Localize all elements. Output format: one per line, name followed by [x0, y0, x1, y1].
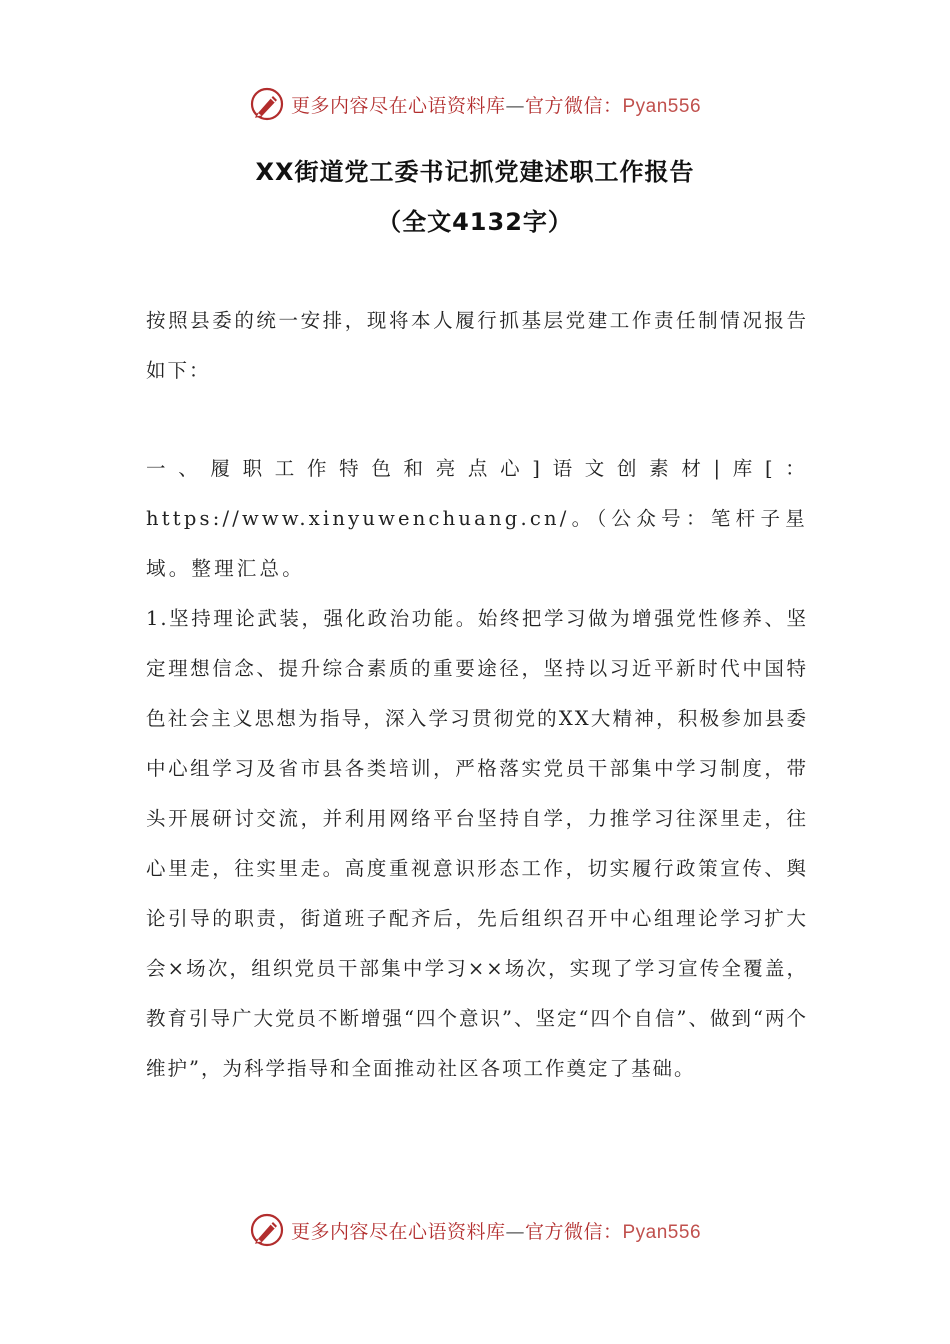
banner-text [291, 91, 701, 118]
footer-watermark-banner [0, 1210, 950, 1250]
banner-official: 官方微信： [524, 94, 623, 117]
banner-official: 官方微信： [524, 1220, 623, 1243]
banner-separator: — [505, 94, 525, 117]
banner-text [291, 1217, 701, 1244]
document-title: XX街道党工委书记抓党建述职工作报告 [255, 158, 695, 186]
header-watermark-banner [0, 84, 950, 124]
banner-slogan: 更多内容尽在心语资料库 [290, 94, 506, 117]
banner-slogan: 更多内容尽在心语资料库 [290, 1220, 506, 1243]
paragraph-item-1: 1.坚持理论武装，强化政治功能。始终把学习做为增强党性修养、坚定理想信念、提升综合素质的重要途径，坚持以习近平新时代中国特色社会主义思想为指导，深入学习贯彻党的XX大精神，积极参加县委中心组学习及省市县各类培训，严格落实党员干部集中学习制度，带头开展研讨交流，并利用网络平台坚持自学，力推学习往深里走，往心里走，往实里走。高度重视意识形态工作，切实履行政策宣传、舆论引导的职责，街道班子配齐后，先后组织召开中心组理论学习扩大会×场次，组织党员干部集中学习××场次，实现了学习宣传全覆盖，教育引导广大党员不断增强“四个意识”、坚定“四个自信”、做到“两个维护”，为科学指导和全面推动社区各项工作奠定了基础。 [146, 607, 808, 1080]
banner-separator: — [505, 1220, 525, 1243]
banner-wechat-id: Pyan556 [622, 1221, 702, 1243]
pen-logo-icon [249, 86, 285, 122]
banner-wechat-id: Pyan556 [622, 95, 702, 117]
paragraph-intro: 按照县委的统一安排，现将本人履行抓基层党建工作责任制情况报告如下： [146, 309, 808, 382]
document-subtitle: （全文4132字） [377, 208, 573, 236]
paragraph-section-heading: 一、履职工作特色和亮点心]语文创素材|库[：https://www.xinyuwenchuang.cn/。（公众号：笔杆子星域。整理汇总。 [146, 457, 808, 580]
pen-logo-icon [249, 1212, 285, 1248]
